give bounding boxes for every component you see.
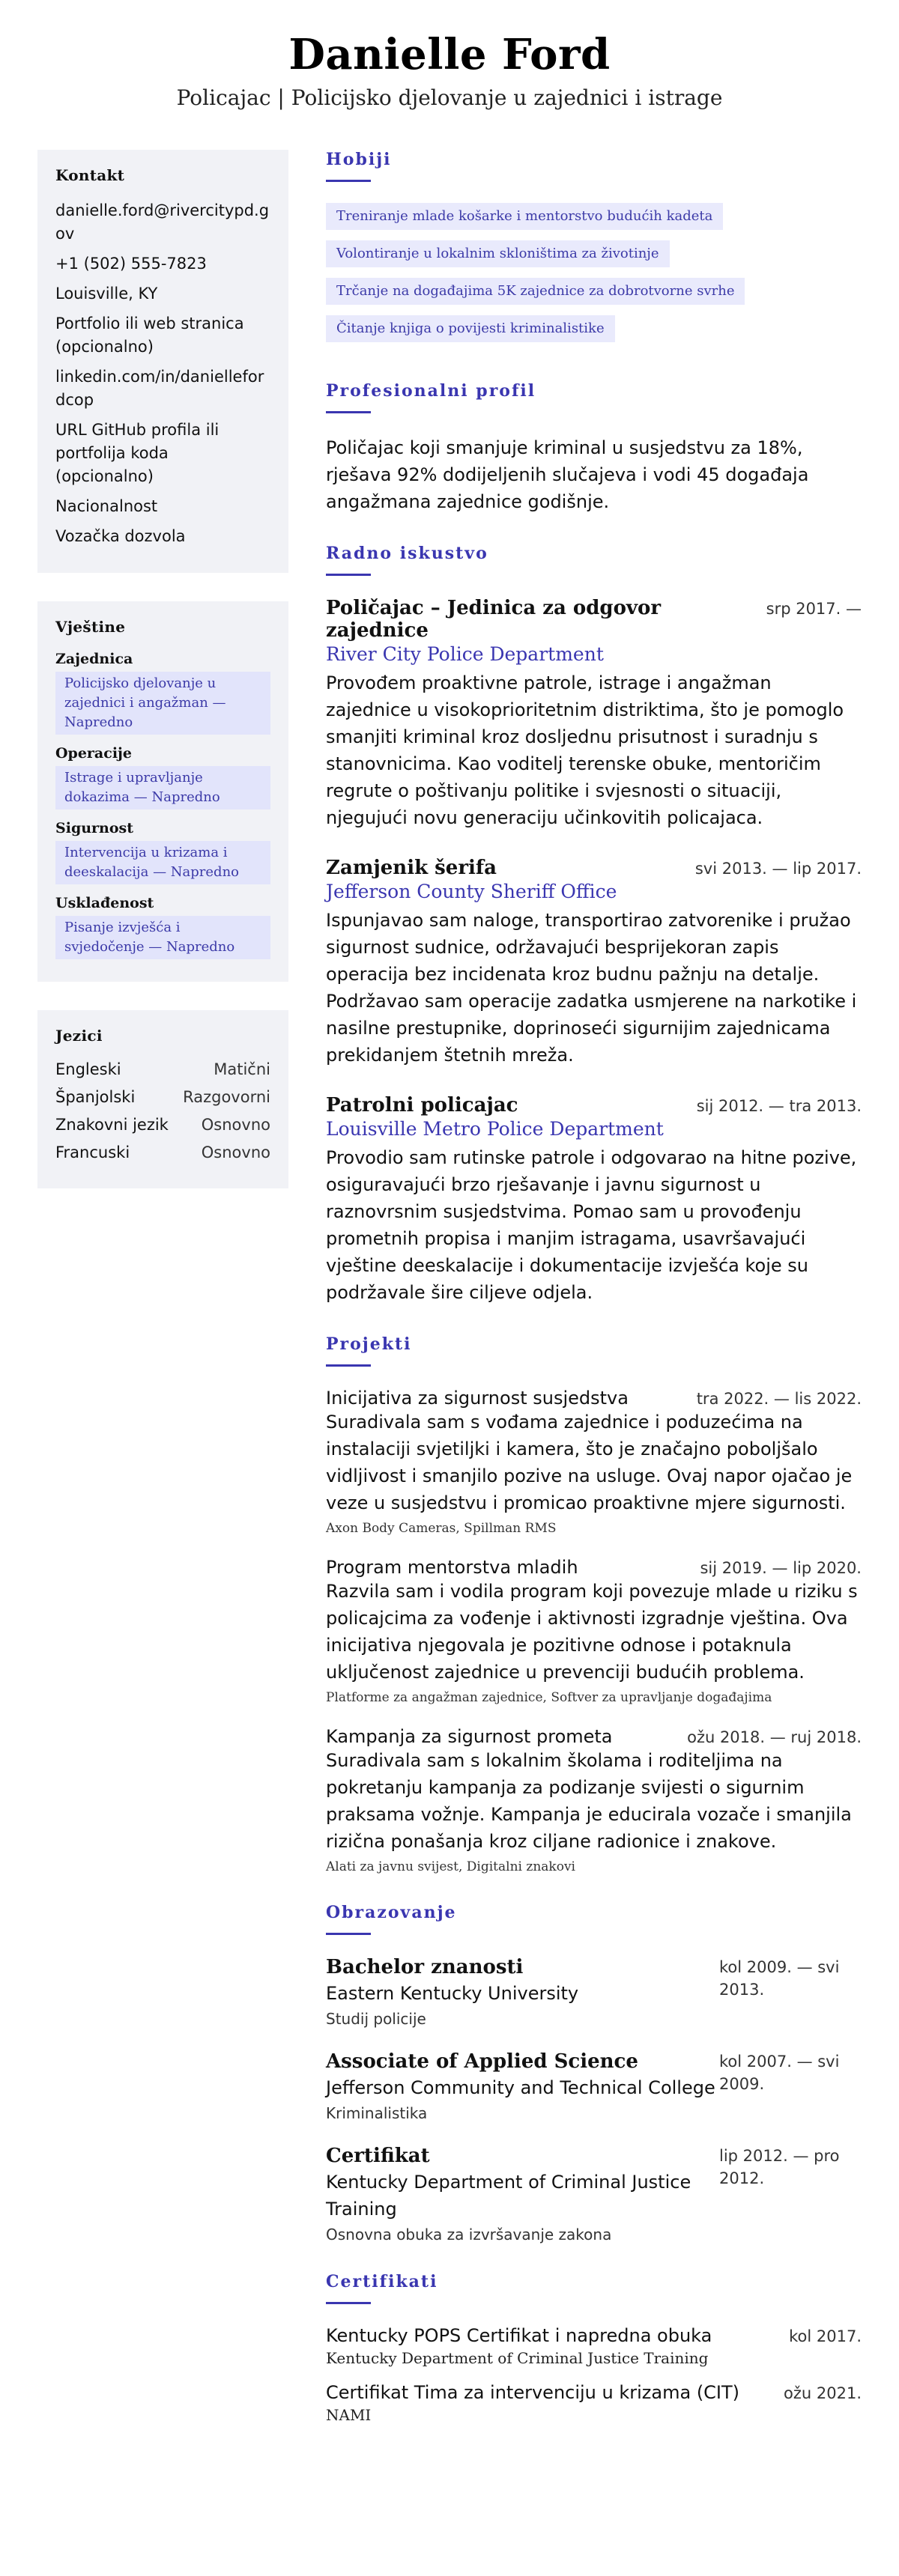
skills-card: [37, 601, 288, 982]
job-header: [326, 1094, 862, 1117]
project-header: [326, 1557, 862, 1578]
job-title: Zamjenik šerifa: [326, 857, 497, 879]
education-section: [326, 1903, 862, 2244]
section-divider: [326, 411, 371, 413]
job-date: srp 2017. —: [766, 600, 862, 618]
hobby-list: [326, 203, 862, 353]
language-row: [55, 1060, 270, 1079]
education-date: kol 2007. — svi 2009.: [719, 2053, 840, 2093]
hobbies-title: Hobiji: [326, 150, 392, 169]
job-employer: Louisville Metro Police Department: [326, 1118, 664, 1140]
languages-card: [37, 1010, 288, 1188]
certificate-entry: [326, 2382, 862, 2424]
job-entry: [326, 597, 862, 831]
education-degree: Certifikat: [326, 2145, 430, 2167]
education-details: [326, 1956, 715, 2028]
education-entry: [326, 2050, 862, 2122]
certificate-date: kol 2017.: [789, 2327, 862, 2345]
language-name: Engleski: [55, 1060, 121, 1078]
project-date: ožu 2018. — ruj 2018.: [687, 1728, 862, 1746]
project-technologies: Axon Body Cameras, Spillman RMS: [326, 1521, 557, 1536]
skill-group-title: Operacije: [55, 745, 132, 762]
certificates-section: [326, 2272, 862, 2424]
education-date: kol 2009. — svi 2013.: [719, 1958, 840, 1999]
education-field: Studij policije: [326, 2010, 426, 2028]
certificate-name: Certifikat Tima za intervenciju u krizama (CIT): [326, 2382, 740, 2403]
job-entry: [326, 857, 862, 1069]
project-description: Razvila sam i vodila program koji povezuje mlade u riziku s policajcima za vođenje i aktivnosti izgradnje vještina. Ova inicijativa njegovala je pozitivne odnose i potaknula uključenost zajednice u prevenciji budućih problema.: [326, 1581, 858, 1683]
certificate-name: Kentucky POPS Certifikat i napredna obuka: [326, 2325, 712, 2346]
contact-card: [37, 150, 288, 573]
contact-portfolio[interactable]: Portfolio ili web stranica (opcionalno): [55, 315, 244, 356]
contact-location: Louisville, KY: [55, 285, 158, 303]
job-title: Patrolni policajac: [326, 1094, 518, 1117]
education-title: Obrazovanje: [326, 1903, 457, 1922]
contact-email[interactable]: danielle.ford@rivercitypd.gov: [55, 201, 270, 243]
language-level: Matični: [214, 1060, 270, 1078]
profile-summary: Poličajac koji smanjuje kriminal u susjedstvu za 18%, rješava 92% dodijeljenih slučajeva i vodi 45 događaja angažmana zajednice godišnje.: [326, 437, 809, 512]
contact-title: Kontakt: [55, 166, 125, 184]
education-header: [326, 1956, 862, 2028]
job-title: Poličajac – Jedinica za odgovor zajednice: [326, 597, 662, 642]
education-entry: [326, 1956, 862, 2028]
job-employer: River City Police Department: [326, 643, 604, 665]
section-divider: [326, 1933, 371, 1935]
job-header: [326, 597, 862, 642]
project-entry: [326, 1557, 862, 1705]
project-description: Suradivala sam s vođama zajednice i poduzećima na instalaciji svjetiljki i kamera, što je značajno poboljšalo vidljivost i smanjilo pozive na usluge. Ovaj napor ojačao je veze u susjedstvu i promicao proaktivne mjere sigurnosti.: [326, 1412, 853, 1513]
job-description: Ispunjavao sam naloge, transportirao zatvorenike i pružao sigurnost sudnice, održavajući besprijekoran zapis operacija bez incidenata kroz budnu pažnju na detalje. Podržavao sam operacije zadatka usmjerene na narkotike i nasilne prestupnike, doprinoseći sigurnijim zajednicama prekidanjem štetnih mreža.: [326, 910, 857, 1066]
education-details: [326, 2050, 715, 2122]
project-description: Suradivala sam s lokalnim školama i roditeljima na pokretanju kampanja za podizanje svijesti o sigurnim praksama vožnje. Kampanja je educirala vozače i smanjila rizična ponašanja kroz ciljane radionice i znakove.: [326, 1750, 852, 1852]
job-description: Provođem proaktivne patrole, istrage i angažman zajednice u visokoprioritetnim distriktima, što je pomoglo smanjiti kriminal kroz dosljednu prisutnost i suradnju s stanovnicima. Kao voditelj terenske obuke, mentoričim regrute o poštivanju politike i svjesnosti o situaciji, njegujući novu generaciju učinkovitih policajaca.: [326, 672, 844, 828]
education-details: [326, 2145, 715, 2244]
hobby-chip: Trčanje na događajima 5K zajednice za dobrotvorne svrhe: [326, 278, 745, 305]
language-row: [55, 1087, 270, 1107]
job-description: Provodio sam rutinske patrole i odgovarao na hitne pozive, osiguravajući brzo rješavanje i javnu sigurnost u raznovrsnim susjedstvima. Pomao sam u provođenju prometnih propisa i manjim istragama, usavršavajući vještine deeskalacije i dokumentacije izvješća koje su podržavale šire ciljeve odjela.: [326, 1147, 857, 1303]
section-divider: [326, 574, 371, 576]
contact-nationality: Nacionalnost: [55, 497, 158, 515]
profile-title: Profesionalni profil: [326, 381, 536, 401]
education-school: Jefferson Community and Technical College: [326, 2077, 715, 2098]
project-date: sij 2019. — lip 2020.: [700, 1559, 862, 1577]
job-header: [326, 857, 862, 879]
language-level: Osnovno: [201, 1116, 270, 1134]
sidebar: [37, 150, 288, 1217]
project-title: Kampanja za sigurnost prometa: [326, 1726, 613, 1747]
education-header: [326, 2050, 862, 2122]
education-header: [326, 2145, 862, 2244]
skill-group-title: Sigurnost: [55, 820, 134, 836]
education-entry: [326, 2145, 862, 2244]
project-date: tra 2022. — lis 2022.: [696, 1390, 862, 1408]
hobby-chip: Treniranje mlade košarke i mentorstvo budućih kadeta: [326, 203, 723, 230]
project-title: Inicijativa za sigurnost susjedstva: [326, 1388, 629, 1409]
project-technologies: Alati za javnu svijest, Digitalni znakovi: [326, 1859, 575, 1874]
certificates-title: Certifikati: [326, 2272, 438, 2291]
projects-title: Projekti: [326, 1334, 412, 1354]
job-employer: Jefferson County Sheriff Office: [326, 881, 617, 902]
education-degree: Associate of Applied Science: [326, 2050, 638, 2073]
skill-chip: Policijsko djelovanje u zajednici i angažman — Napredno: [55, 672, 270, 735]
certificate-issuer: Kentucky Department of Criminal Justice Training: [326, 2349, 709, 2367]
job-date: svi 2013. — lip 2017.: [694, 860, 862, 878]
main-content: [326, 150, 862, 2452]
job-entry: [326, 1094, 862, 1306]
contact-linkedin[interactable]: linkedin.com/in/daniellefordcop: [55, 368, 264, 409]
hobbies-section: [326, 150, 862, 353]
experience-title: Radno iskustvo: [326, 544, 488, 563]
language-level: Razgovorni: [183, 1088, 270, 1106]
project-title: Program mentorstva mladih: [326, 1557, 578, 1578]
project-entry: [326, 1726, 862, 1874]
certificate-header: [326, 2382, 862, 2403]
hobby-chip: Čitanje knjiga o povijesti kriminalistike: [326, 315, 615, 342]
language-row: [55, 1143, 270, 1162]
section-divider: [326, 2302, 371, 2304]
job-date: sij 2012. — tra 2013.: [696, 1097, 862, 1115]
profile-section: [326, 381, 862, 515]
skill-chip: Istrage i upravljanje dokazima — Napredno: [55, 766, 270, 809]
project-header: [326, 1726, 862, 1747]
language-name: Francuski: [55, 1143, 130, 1161]
project-entry: [326, 1388, 862, 1536]
skill-group-title: Zajednica: [55, 651, 133, 667]
experience-section: [326, 544, 862, 1306]
language-name: Znakovni jezik: [55, 1116, 169, 1134]
education-date: lip 2012. — pro 2012.: [719, 2147, 840, 2187]
certificate-date: ožu 2021.: [784, 2384, 862, 2402]
education-school: Kentucky Department of Criminal Justice Training: [326, 2172, 691, 2220]
certificate-header: [326, 2325, 862, 2346]
skill-chip: Pisanje izvješća i svjedočenje — Napredno: [55, 916, 270, 959]
contact-driving-license: Vozačka dozvola: [55, 527, 186, 545]
candidate-headline: Policajac | Policijsko djelovanje u zajednici i istrage: [176, 85, 723, 110]
contact-github[interactable]: URL GitHub profila ili portfolija koda (opcionalno): [55, 421, 220, 485]
certificate-entry: [326, 2325, 862, 2367]
candidate-name: Danielle Ford: [288, 30, 611, 79]
project-header: [326, 1388, 862, 1409]
education-field: Kriminalistika: [326, 2104, 428, 2122]
section-divider: [326, 1364, 371, 1367]
section-divider: [326, 180, 371, 182]
skills-title: Vještine: [55, 618, 126, 636]
education-degree: Bachelor znanosti: [326, 1956, 524, 1978]
education-school: Eastern Kentucky University: [326, 1983, 579, 2004]
languages-title: Jezici: [55, 1027, 103, 1045]
skill-group-title: Usklađenost: [55, 895, 154, 911]
education-field: Osnovna obuka za izvršavanje zakona: [326, 2226, 612, 2244]
language-name: Španjolski: [55, 1088, 136, 1106]
resume-header: [0, 0, 899, 150]
contact-phone[interactable]: +1 (502) 555-7823: [55, 255, 207, 273]
hobby-chip: Volontiranje u lokalnim skloništima za životinje: [326, 240, 670, 267]
skill-chip: Intervencija u krizama i deeskalacija — Napredno: [55, 841, 270, 884]
project-technologies: Platforme za angažman zajednice, Softver za upravljanje događajima: [326, 1690, 772, 1705]
language-row: [55, 1115, 270, 1134]
certificate-issuer: NAMI: [326, 2406, 372, 2424]
language-level: Osnovno: [201, 1143, 270, 1161]
projects-section: [326, 1334, 862, 1874]
